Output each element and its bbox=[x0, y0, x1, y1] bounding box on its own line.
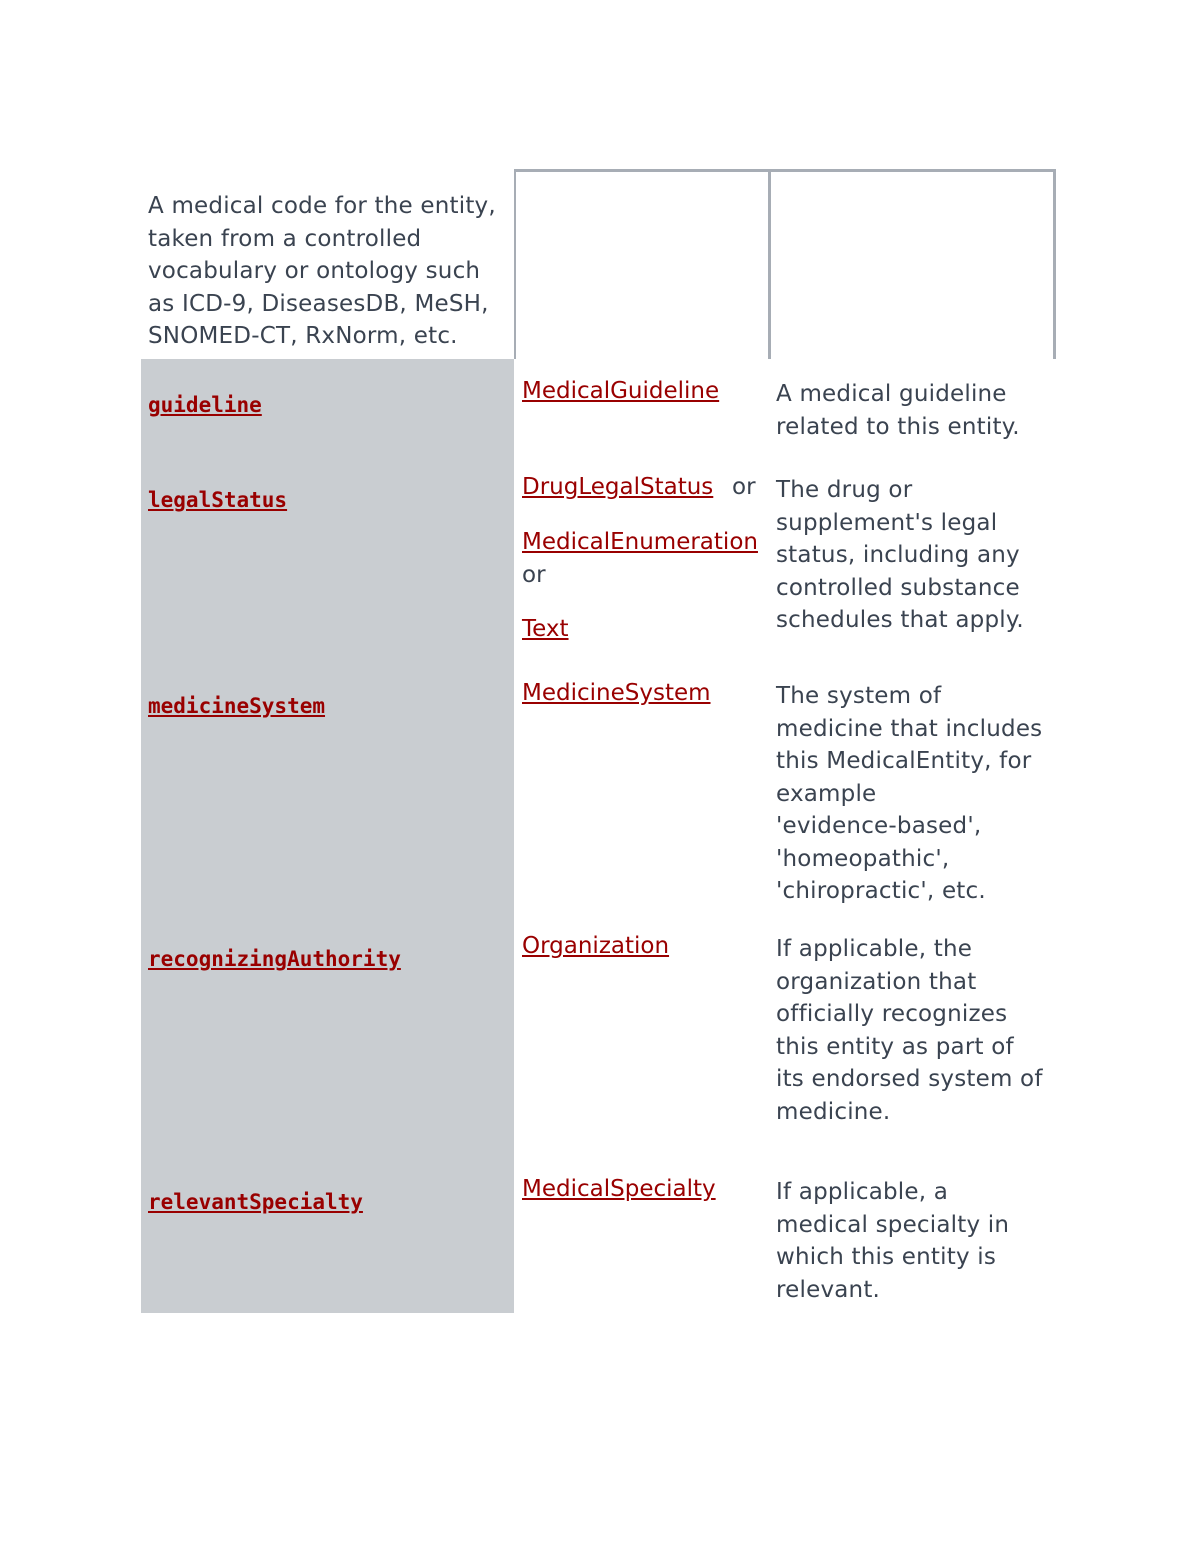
medical-code-description: A medical code for the entity, taken from a controlled vocabulary or ontology such as ICD-9, DiseasesDB, MeSH, SNOMED-CT, RxNorm, etc. bbox=[148, 193, 496, 349]
type-link-medicine-system[interactable]: MedicineSystem bbox=[522, 680, 711, 706]
type-link-text[interactable]: Text bbox=[522, 616, 569, 642]
table-left-border bbox=[514, 169, 516, 359]
table-top-border bbox=[514, 169, 1056, 172]
description-relevant-specialty: If applicable, a medical specialty in which this entity is relevant. bbox=[776, 1179, 1010, 1303]
description-medicine-system: The system of medicine that includes this MedicalEntity, for example 'evidence-based', 'homeopathic', 'chiropractic', etc. bbox=[776, 683, 1043, 904]
description-recognizing-authority: If applicable, the organization that officially recognizes this entity as part of its endorsed system of medicine. bbox=[776, 936, 1043, 1125]
type-link-medical-enumeration[interactable]: MedicalEnumeration bbox=[522, 529, 758, 555]
description-guideline: A medical guideline related to this entity. bbox=[776, 381, 1020, 440]
property-link-medicine-system[interactable]: medicineSystem bbox=[148, 694, 326, 718]
type-link-drug-legal-status[interactable]: DrugLegalStatus bbox=[522, 474, 714, 500]
table-column-divider bbox=[768, 169, 771, 359]
description-legal-status: The drug or supplement's legal status, including any controlled substance schedules that apply. bbox=[776, 477, 1024, 633]
table-right-border bbox=[1053, 169, 1056, 359]
type-link-medical-specialty[interactable]: MedicalSpecialty bbox=[522, 1176, 716, 1202]
or-connector: or bbox=[522, 562, 546, 588]
type-link-organization[interactable]: Organization bbox=[522, 933, 670, 959]
property-link-recognizing-authority[interactable]: recognizingAuthority bbox=[148, 947, 401, 971]
property-link-legal-status[interactable]: legalStatus bbox=[148, 488, 288, 512]
type-link-medical-guideline[interactable]: MedicalGuideline bbox=[522, 378, 720, 404]
property-link-relevant-specialty[interactable]: relevantSpecialty bbox=[148, 1190, 363, 1214]
or-connector: or bbox=[732, 474, 756, 500]
property-link-guideline[interactable]: guideline bbox=[148, 393, 262, 417]
